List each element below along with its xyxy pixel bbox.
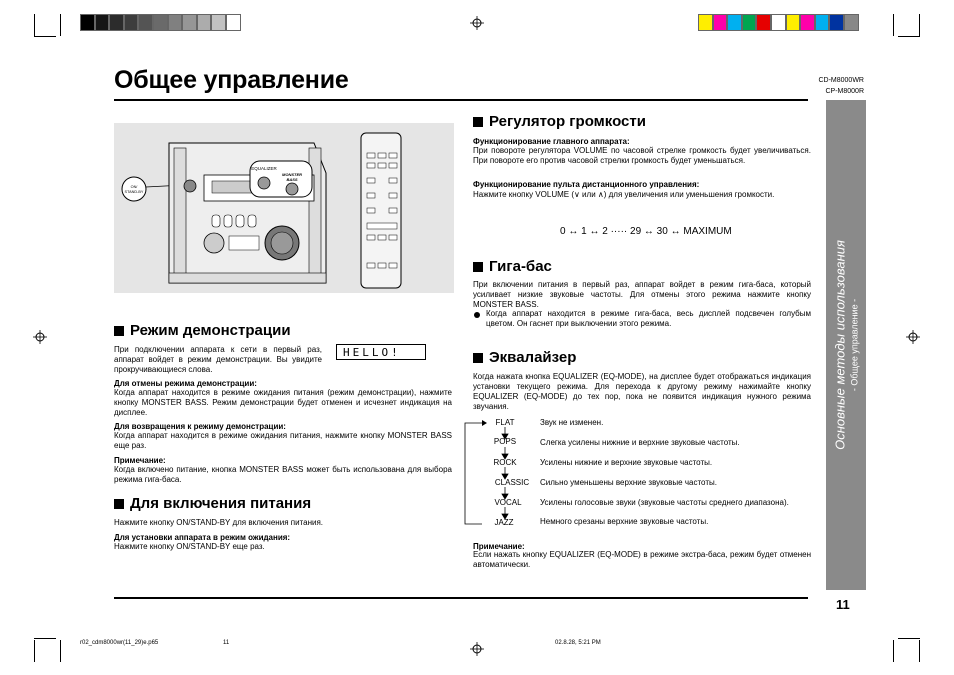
header-rule [114,99,808,101]
crop-mark [34,14,35,36]
color-swatch [226,14,241,31]
demo-cancel-text: Когда аппарат находится в режиме ожидания питания (режим демонстрации), нажмите кнопку MONSTER BASS. Режим демонстрации будет отменен и исчезнет индикация на дисплее. [114,388,452,417]
gigabass-heading: Гига-бас [473,258,552,275]
on-standby-label: ON/ [130,185,138,189]
eq-desc-vocal: Усилены голосовые звуки (звуковые частоты среднего диапазона). [540,498,789,507]
sidebar-subtitle: - Общее управление - [849,298,860,392]
equalizer-label: EQUALIZER [251,166,277,171]
crop-mark [919,640,920,662]
demo-return-text: Когда аппарат находится в режиме ожидания питания, нажмите кнопку MONSTER BASS еще раз. [114,431,452,450]
volume-main-label: Функционирование главного аппарата: [473,137,630,146]
registration-mark-icon [470,16,484,30]
crop-mark [60,640,61,662]
on-standby-callout [122,177,146,201]
model-number: CD-M8000WR [818,77,864,84]
color-swatch [727,14,742,31]
monster-bass-button [286,183,298,195]
color-swatch [786,14,801,31]
heading-square-icon [473,353,483,363]
crop-mark [898,36,920,37]
page-number: 11 [836,597,850,612]
equalizer-button [258,177,270,189]
color-swatch [815,14,830,31]
demo-cancel-label: Для отмены режима демонстрации: [114,379,257,388]
volume-heading: Регулятор громкости [473,113,646,130]
sidebar-title: Основные методы использования [832,240,848,450]
gigabass-text: При включении питания в первый раз, аппарат войдет в режим гига-баса, который усиливает низкие звуковые частоты. Для отмены этого режима нажмите кнопку MONSTER BASS. [473,280,811,309]
color-swatch [182,14,197,31]
device-illustration [114,123,454,293]
color-swatch [713,14,728,31]
volume-remote-label: Функционирование пульта дистанционного управления: [473,180,700,189]
footer-file: r02_cdm8000wr(11_29)e.p65 [80,640,159,646]
jog-dial [204,233,224,253]
color-swatch [698,14,713,31]
eq-desc-jazz: Немного срезаны верхние звуковые частоты. [540,517,709,526]
footer-date: 02.8.28, 5:21 PM [555,640,601,646]
eq-desc-flat: Звук не изменен. [540,418,604,427]
crop-mark [919,14,920,36]
demo-note-label: Примечание: [114,456,166,465]
gigabass-bullet: Когда аппарат находится в режиме гига-баса, весь дисплей подсвечен голубым цветом. Он гаснет при выключении этого режима. [486,309,811,328]
color-swatch [800,14,815,31]
volume-scale: 0 ↔ 1 ↔ 2 ····· 29 ↔ 30 ↔ MAXIMUM [560,226,732,237]
crop-mark [60,14,61,36]
eq-mode-pops: POPS [493,437,517,446]
equalizer-text: Когда нажата кнопка EQUALIZER (EQ-MODE), на дисплее будет отображаться индикация установки текущего режима. Для перехода к другому режиму нажимайте кнопку EQUALIZER (EQ-MODE) до тех пор, пока не появится индикация нужного режима звучания. [473,372,811,411]
power-button [184,180,196,192]
color-swatch-bar [698,14,859,31]
stereo-illustration [114,123,454,293]
demo-heading: Режим демонстрации [114,322,291,339]
eq-mode-rock: ROCK [493,458,517,467]
color-swatch [829,14,844,31]
demo-note-text: Когда включено питание, кнопка MONSTER BASS может быть использована для выбора режима гига-баса. [114,465,452,484]
eq-desc-rock: Усилены нижние и верхние звуковые частоты. [540,458,713,467]
power-heading: Для включения питания [114,495,311,512]
registration-mark-icon [470,642,484,656]
color-swatch [124,14,139,31]
color-swatch [844,14,859,31]
color-swatch [153,14,168,31]
crop-mark [34,640,35,662]
power-text: Нажмите кнопку ON/STAND-BY для включения питания. [114,518,324,527]
footer-page: 11 [223,640,230,646]
monster-bass-label: MONSTER [282,172,302,177]
color-swatch [211,14,226,31]
color-swatch [95,14,110,31]
equalizer-heading: Эквалайзер [473,349,576,366]
crop-mark [898,638,920,639]
crop-mark [34,638,56,639]
demo-intro: При подключении аппарата к сети в первый раз, аппарат войдет в режим демонстрации. Вы увидите прокручивающиеся слова. [114,345,322,374]
color-swatch [80,14,95,31]
footer-rule [114,597,808,599]
on-standby-label: STAND-BY [124,190,144,194]
color-swatch [138,14,153,31]
heading-square-icon [114,326,124,336]
color-swatch [109,14,124,31]
crop-mark [893,14,894,36]
demo-return-label: Для возвращения к режиму демонстрации: [114,422,286,431]
equalizer-note-text: Если нажать кнопку EQUALIZER (EQ-MODE) в режиме экстра-баса, режим будет отменен автоматически. [473,550,811,569]
bullet-icon [474,312,480,318]
equalizer-cycle-diagram [460,416,520,532]
crop-mark [893,640,894,662]
eq-mode-jazz: JAZZ [494,518,514,527]
crop-mark [34,36,56,37]
heading-square-icon [114,499,124,509]
power-standby-label: Для установки аппарата в режим ожидания: [114,533,291,542]
page-title: Общее управление [114,66,349,94]
color-swatch [756,14,771,31]
eq-desc-classic: Сильно уменьшены верхние звуковые частоты. [540,478,717,487]
heading-square-icon [473,262,483,272]
gray-swatch-bar [80,14,241,31]
eq-mode-classic: CLASSIC [494,478,530,487]
heading-square-icon [473,117,483,127]
volume-main-text: При повороте регулятора VOLUME по часовой стрелке громкость будет увеличиваться. При повороте его против часовой стрелки громкость будет уменьшаться. [473,146,811,165]
volume-remote-text: Нажмите кнопку VOLUME (∨ или ∧) для увеличения или уменьшения громкости. [473,190,775,199]
power-standby-text: Нажмите кнопку ON/STAND-BY еще раз. [114,542,265,551]
color-swatch [197,14,212,31]
eq-mode-flat: FLAT [495,418,515,427]
model-number: CP-M8000R [825,88,864,95]
color-swatch [742,14,757,31]
equalizer-note-label: Примечание: [473,542,525,551]
demo-display: HELLO! [336,344,426,360]
eq-mode-vocal: VOCAL [494,498,522,507]
registration-mark-icon [33,330,47,344]
color-swatch [771,14,786,31]
color-swatch [168,14,183,31]
registration-mark-icon [906,330,920,344]
eq-desc-pops: Слегка усилены нижние и верхние звуковые частоты. [540,438,740,447]
section-sidebar [826,100,866,590]
svg-text:BASS: BASS [286,177,298,182]
